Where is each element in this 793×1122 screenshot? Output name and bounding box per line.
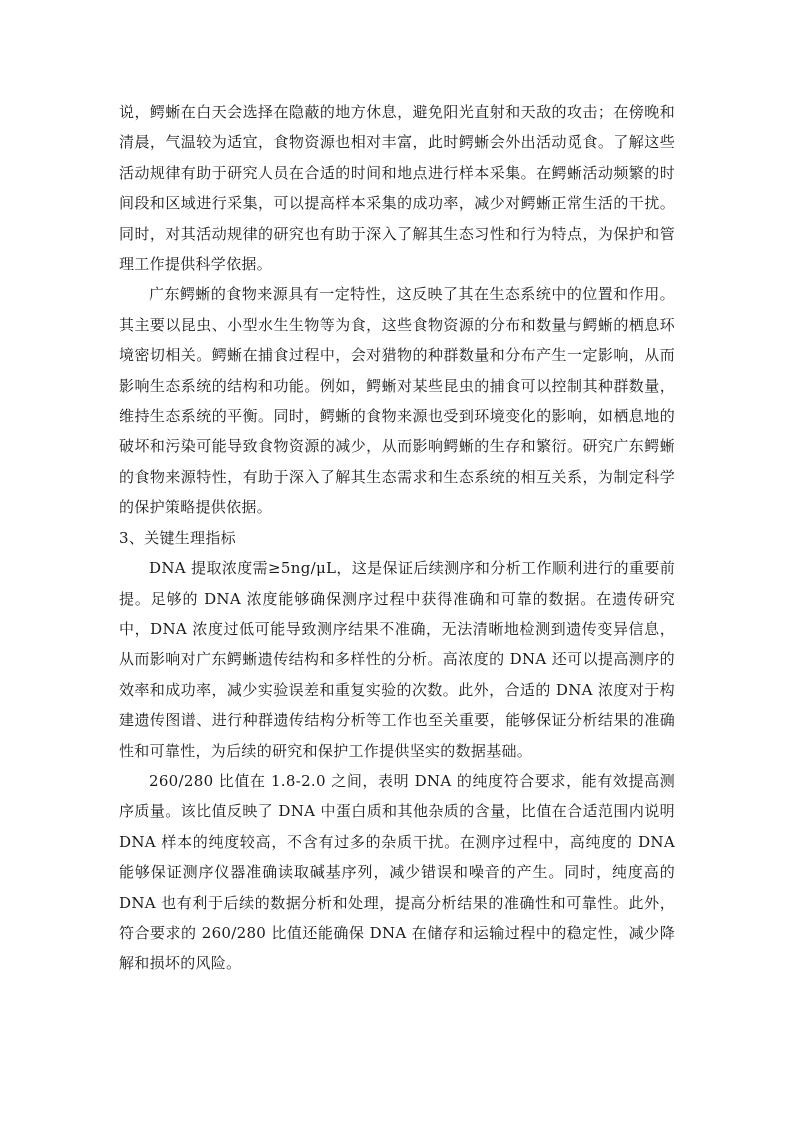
paragraph-food-source: 广东鳄蜥的食物来源具有一定特性，这反映了其在生态系统中的位置和作用。其主要以昆虫、小型水生生物等为食，这些食物资源的分布和数量与鳄蜥的栖息环境密切相关。鳄蜥在捕食过程中，会对猎物的种群数量和分布产生一定影响，从而影响生态系统的结构和功能。例如，鳄蜥对某些昆虫的捕食可以控制其种群数量，维持生态系统的平衡。同时，鳄蜥的食物来源也受到环境变化的影响，如栖息地的破坏和污染可能导致食物资源的减少，从而影响鳄蜥的生存和繁衍。研究广东鳄蜥的食物来源特性，有助于深入了解其生态需求和生态系统的相互关系，为制定科学的保护策略提供依据。 [119,285,675,517]
document-body [119,97,675,979]
paragraph-dna-purity-ratio: 260/280 比值在 1.8-2.0 之间，表明 DNA 的纯度符合要求，能有效提高测序质量。该比值反映了 DNA 中蛋白质和其他杂质的含量，比值在合适范围内说明 DNA 样本的纯度较高，不含有过多的杂质干扰。在测序过程中，高纯度的 DNA 能够保证测序仪器准确读取碱基序列，减少错误和噪音的产生。同时，纯度高的 DNA 也有利于后续的数据分析和处理，提高分析结果的准确性和可靠性。此外，符合要求的 260/280 比值还能确保 DNA 在储存和运输过程中的稳定性，减少降解和损坏的风险。 [119,771,675,973]
paragraph-dna-concentration: DNA 提取浓度需≥5ng/μL，这是保证后续测序和分析工作顺利进行的重要前提。足够的 DNA 浓度能够确保测序过程中获得准确和可靠的数据。在遗传研究中，DNA 浓度过低可能导致测序结果不准确，无法清晰地检测到遗传变异信息，从而影响对广东鳄蜥遗传结构和多样性的分析。高浓度的 DNA 还可以提高测序的效率和成功率，减少实验误差和重复实验的次数。此外，合适的 DNA 浓度对于构建遗传图谱、进行种群遗传结构分析等工作也至关重要，能够保证分析结果的准确性和可靠性，为后续的研究和保护工作提供坚实的数据基础。 [119,559,675,760]
paragraph-activity-pattern: 说，鳄蜥在白天会选择在隐蔽的地方休息，避免阳光直射和天敌的攻击；在傍晚和清晨，气温较为适宜，食物资源也相对丰富，此时鳄蜥会外出活动觅食。了解这些活动规律有助于研究人员在合适的时间和地点进行样本采集。在鳄蜥活动频繁的时间段和区域进行采集，可以提高样本采集的成功率，减少对鳄蜥正常生活的干扰。同时，对其活动规律的研究也有助于深入了解其生态习性和行为特点，为保护和管理工作提供科学依据。 [119,103,675,274]
section-heading-physiological-indicators: 3、关键生理指标 [119,528,236,547]
